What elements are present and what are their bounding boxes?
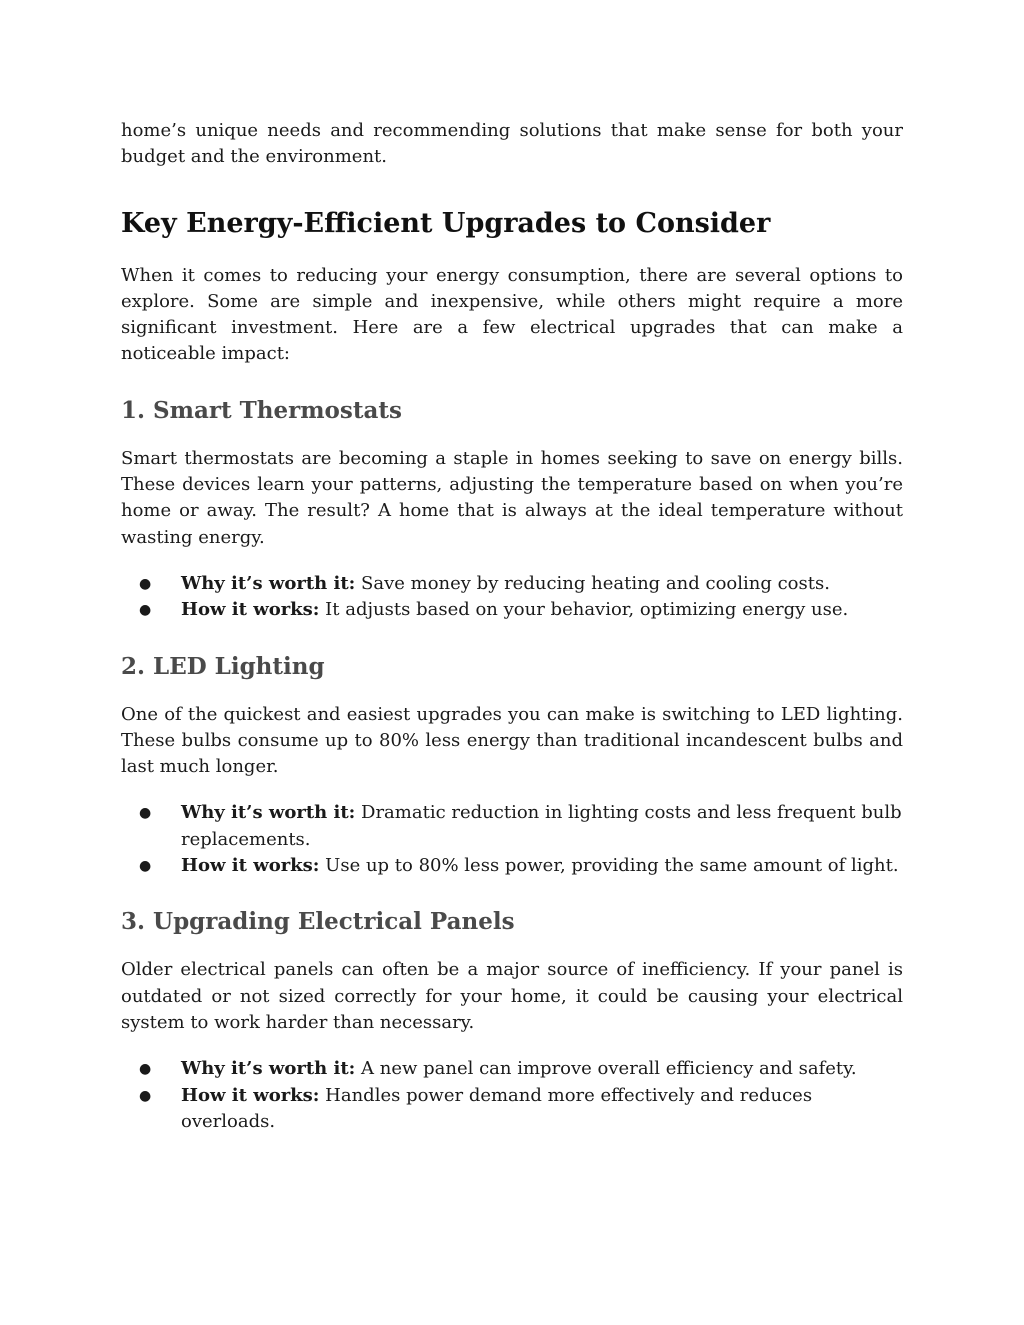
bullet-icon: ●: [139, 1087, 152, 1104]
subheading-smart-thermostats: 1. Smart Thermostats: [121, 396, 402, 424]
bullet-icon: ●: [139, 575, 152, 592]
list-item-label: How it works:: [181, 1084, 320, 1106]
paragraph-electrical-panels: Older electrical panels can often be a major source of inefficiency. If your panel is outdated or not sized correctly for your home, it could be causing your electrical system to work harder than necessary.: [121, 959, 903, 1033]
bullet-icon: ●: [139, 858, 152, 875]
list-item-text: Save money by reducing heating and cooling costs.: [355, 572, 830, 594]
list-item-text: It adjusts based on your behavior, optimizing energy use.: [319, 599, 849, 621]
list-item: [121, 1056, 903, 1082]
list-item: [121, 571, 903, 597]
list-item-label: Why it’s worth it:: [181, 1058, 356, 1080]
subheading-led-lighting: 2. LED Lighting: [121, 652, 325, 680]
bullet-icon: ●: [139, 602, 152, 619]
paragraph-smart-thermostats: Smart thermostats are becoming a staple in homes seeking to save on energy bills. These devices learn your patterns, adjusting the temperature based on when you’re home or away. The result? A home that is always at the ideal temperature without wasting energy.: [121, 447, 903, 548]
list-item-text: A new panel can improve overall efficiency and safety.: [355, 1058, 857, 1080]
list-item: [121, 1083, 903, 1136]
document-page: [121, 118, 903, 1135]
list-item: [121, 800, 903, 853]
list-item-text: Dramatic reduction in lighting costs and less frequent bulb replacements.: [181, 802, 902, 850]
list-item-label: Why it’s worth it:: [181, 572, 356, 594]
paragraph-led-lighting: One of the quickest and easiest upgrades you can make is switching to LED lighting. These bulbs consume up to 80% less energy than traditional incandescent bulbs and last much longer.: [121, 703, 903, 778]
heading-paragraph: When it comes to reducing your energy consumption, there are several options to explore. Some are simple and inexpensive, while others might require a more significant investment. Here are a few electrical upgrades that can make a noticeable impact:: [121, 264, 903, 365]
subheading-electrical-panels: 3. Upgrading Electrical Panels: [121, 908, 515, 936]
bullet-icon: ●: [139, 1061, 152, 1078]
list-item-label: Why it’s worth it:: [181, 802, 356, 824]
list-item: [121, 597, 903, 623]
bullet-icon: ●: [139, 805, 152, 822]
bullet-list-smart-thermostats: [121, 571, 903, 624]
intro-paragraph: home’s unique needs and recommending solutions that make sense for both your budget and the environment.: [121, 120, 903, 168]
list-item-label: How it works:: [181, 855, 320, 877]
bullet-list-led-lighting: [121, 800, 903, 879]
bullet-list-electrical-panels: [121, 1056, 903, 1135]
list-item: [121, 853, 903, 879]
list-item-text: Use up to 80% less power, providing the same amount of light.: [319, 855, 899, 877]
list-item-label: How it works:: [181, 599, 320, 621]
section-heading: Key Energy-Efficient Upgrades to Consider: [121, 207, 771, 239]
list-item-text: Handles power demand more effectively and reduces overloads.: [181, 1084, 813, 1132]
